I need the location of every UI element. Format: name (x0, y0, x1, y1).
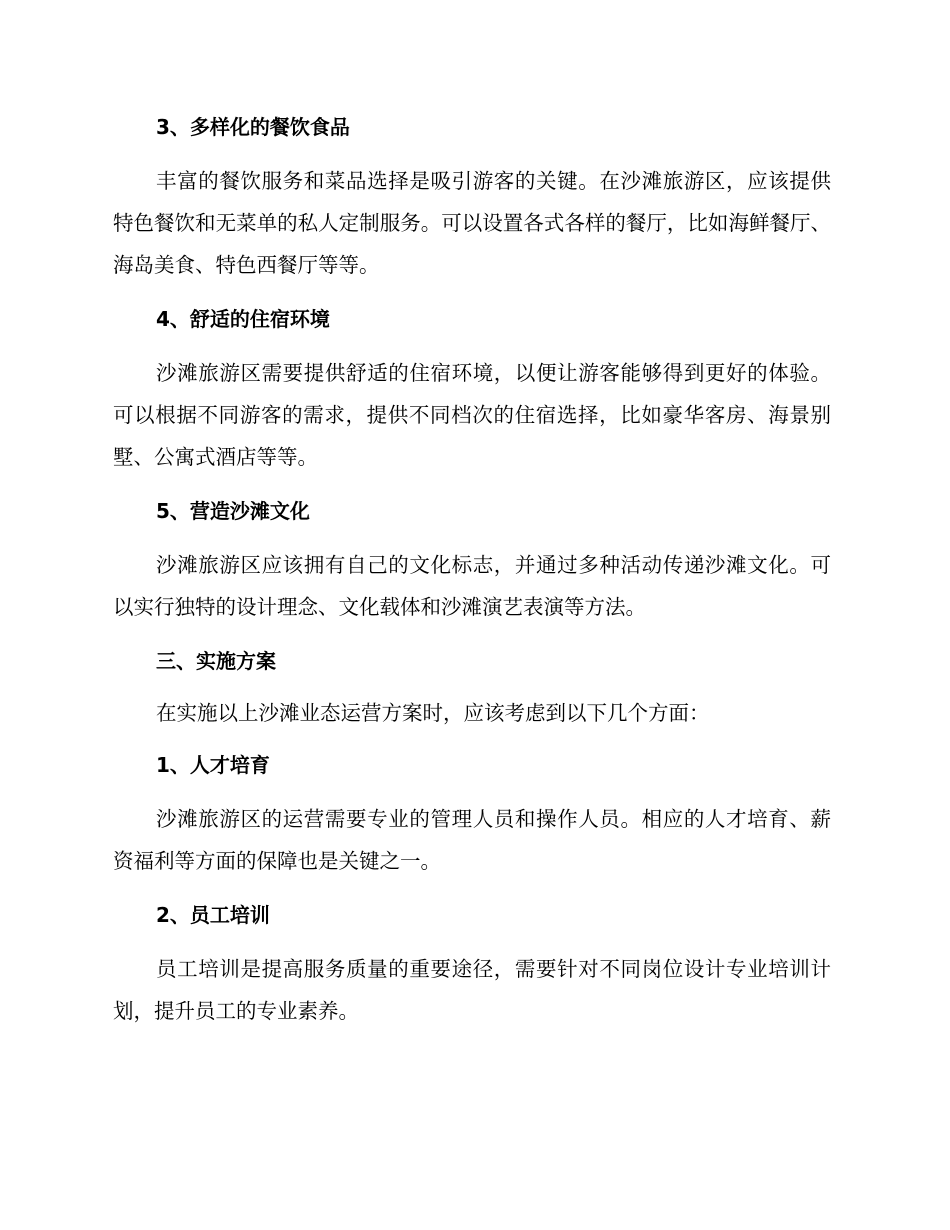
paragraph-line: 丰富的餐饮服务和菜品选择是吸引游客的关键。在沙滩旅游区，应该提 (156, 169, 811, 193)
paragraph-line: 可以实行独特的设计理念、文化载体和沙滩演艺表演等方法。 (113, 553, 831, 619)
section-heading-diverse-dining: 3、多样化的餐饮食品 (156, 115, 350, 139)
paragraph-line: 沙滩旅游区的运营需要专业的管理人员和操作人员。相应的人才培育、 (156, 807, 811, 831)
section-heading-talent-cultivation: 1、人才培育 (156, 753, 270, 777)
paragraph-line: 沙滩旅游区需要提供舒适的住宿环境，以便让游客能够得到更好的体 (156, 361, 790, 385)
paragraph-staff-training (113, 948, 831, 1032)
section-heading-implementation-plan: 三、实施方案 (156, 649, 276, 673)
paragraph-line: 餐厅、海岛美食、特色西餐厅等等。 (113, 211, 831, 277)
paragraph-line: 验。可以根据不同游客的需求，提供不同档次的住宿选择，比如豪华客房、 (113, 361, 832, 427)
paragraph-beach-culture (113, 544, 831, 628)
paragraph-line: 沙滩旅游区应该拥有自己的文化标志，并通过多种活动传递沙滩文化。 (156, 553, 811, 577)
paragraph-comfortable-lodging (113, 352, 831, 478)
section-heading-staff-training: 2、员工培训 (156, 903, 270, 927)
paragraph-line: 薪资福利等方面的保障也是关键之一。 (113, 807, 831, 873)
paragraph-line: 计划，提升员工的专业素养。 (113, 957, 831, 1023)
paragraph-line: 供特色餐饮和无菜单的私人定制服务。可以设置各式各样的餐厅，比如海鲜 (113, 169, 831, 235)
document-body (113, 108, 831, 1046)
section-heading-comfortable-lodging: 4、舒适的住宿环境 (156, 307, 330, 331)
paragraph-talent-cultivation (113, 798, 831, 882)
paragraph-diverse-dining (113, 160, 831, 286)
paragraph-implementation-plan (113, 694, 831, 732)
paragraph-line: 员工培训是提高服务质量的重要途径，需要针对不同岗位设计专业培训 (156, 957, 811, 981)
section-heading-beach-culture: 5、营造沙滩文化 (156, 499, 310, 523)
paragraph-line: 在实施以上沙滩业态运营方案时，应该考虑到以下几个方面： (156, 701, 710, 725)
paragraph-line: 海景别墅、公寓式酒店等等。 (113, 403, 832, 469)
